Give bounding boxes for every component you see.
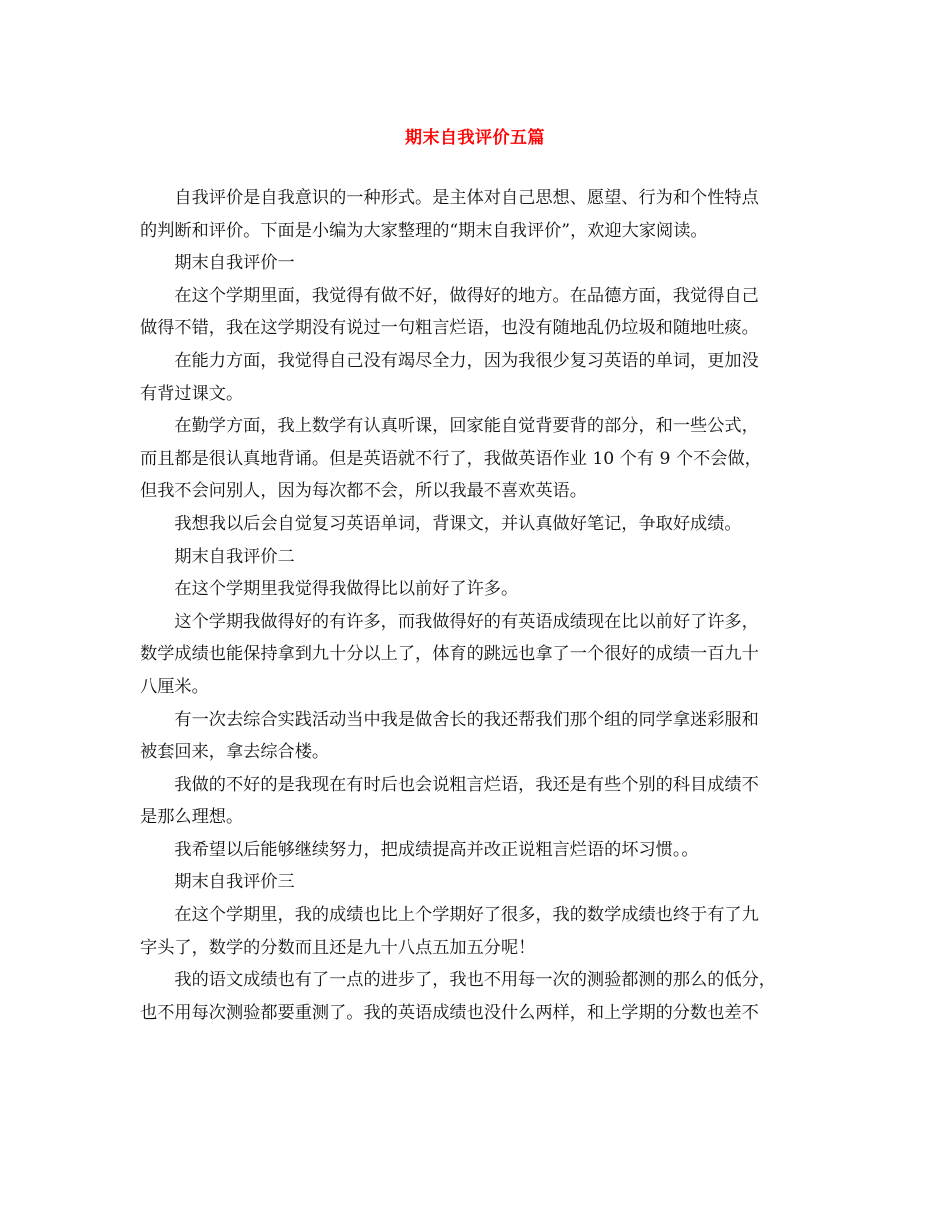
text-line: 在这个学期里面，我觉得有做不好，做得好的地方。在品德方面，我觉得自己 (174, 285, 759, 306)
text-line: 有背过课文。 (140, 383, 244, 404)
text-line: 期末自我评价二 (174, 546, 295, 567)
document-title: 期末自我评价五篇 (405, 128, 545, 148)
paragraph (140, 247, 816, 280)
text-line: 我希望以后能够继续努力，把成绩提高并改正说粗言烂语的坏习惯。。 (174, 839, 699, 860)
paragraph (140, 606, 816, 704)
text-line: 是那么理想。 (140, 807, 244, 828)
paragraph (140, 704, 816, 769)
text-line: 字头了，数学的分数而且还是九十八点五加五分呢！ (140, 937, 536, 958)
text-line: 这个学期我做得好的有许多，而我做得好的有英语成绩现在比以前好了许多， (174, 611, 759, 632)
text-line: 我想我以后会自觉复习英语单词，背课文，并认真做好笔记，争取好成绩。 (174, 513, 742, 534)
text-line: 有一次去综合实践活动当中我是做舍长的我还帮我们那个组的同学拿迷彩服和 (174, 709, 759, 730)
text-line: 八厘米。 (140, 676, 209, 697)
text-line: 在这个学期里，我的成绩也比上个学期好了很多，我的数学成绩也终于有了九 (174, 905, 759, 926)
document-body (140, 182, 816, 1029)
paragraph (140, 573, 816, 606)
paragraph (140, 964, 816, 1029)
text-line: 数学成绩也能保持拿到九十分以上了，体育的跳远也拿了一个很好的成绩一百九十 (140, 644, 759, 665)
text-line: 期末自我评价三 (174, 872, 295, 893)
paragraph (140, 508, 816, 541)
text-line: 的判断和评价。下面是小编为大家整理的“期末自我评价”，欢迎大家阅读。 (140, 220, 708, 241)
text-line: 我做的不好的是我现在有时后也会说粗言烂语，我还是有些个别的科目成绩不 (174, 774, 759, 795)
text-line: 做得不错，我在这学期没有说过一句粗言烂语，也没有随地乱仍垃圾和随地吐痰。 (140, 318, 759, 339)
text-line: 自我评价是自我意识的一种形式。是主体对自己思想、愿望、行为和个性特点 (174, 188, 759, 208)
paragraph (140, 410, 816, 508)
text-line: 我的语文成绩也有了一点的进步了，我也不用每一次的测验都测的那么的低分， (174, 970, 776, 991)
text-line: 在能力方面，我觉得自己没有竭尽全力，因为我很少复习英语的单词，更加没 (174, 350, 759, 371)
text-line: 而且都是很认真地背诵。但是英语就不行了，我做英语作业 10 个有 9 个不会做， (140, 448, 762, 469)
paragraph (140, 834, 816, 867)
paragraph (140, 541, 816, 574)
text-line: 也不用每次测验都要重测了。我的英语成绩也没什么两样，和上学期的分数也差不 (140, 1002, 759, 1023)
paragraph (140, 769, 816, 834)
text-line: 在这个学期里我觉得我做得比以前好了许多。 (174, 579, 519, 600)
text-line: 被套回来，拿去综合楼。 (140, 742, 330, 763)
text-line: 但我不会问别人，因为每次都不会，所以我最不喜欢英语。 (140, 481, 587, 502)
paragraph (140, 345, 816, 410)
paragraph (140, 280, 816, 345)
paragraph (140, 182, 816, 247)
paragraph (140, 866, 816, 899)
text-line: 期末自我评价一 (174, 253, 295, 274)
text-line: 在勤学方面，我上数学有认真听课，回家能自觉背要背的部分，和一些公式， (174, 416, 759, 437)
paragraph (140, 899, 816, 964)
